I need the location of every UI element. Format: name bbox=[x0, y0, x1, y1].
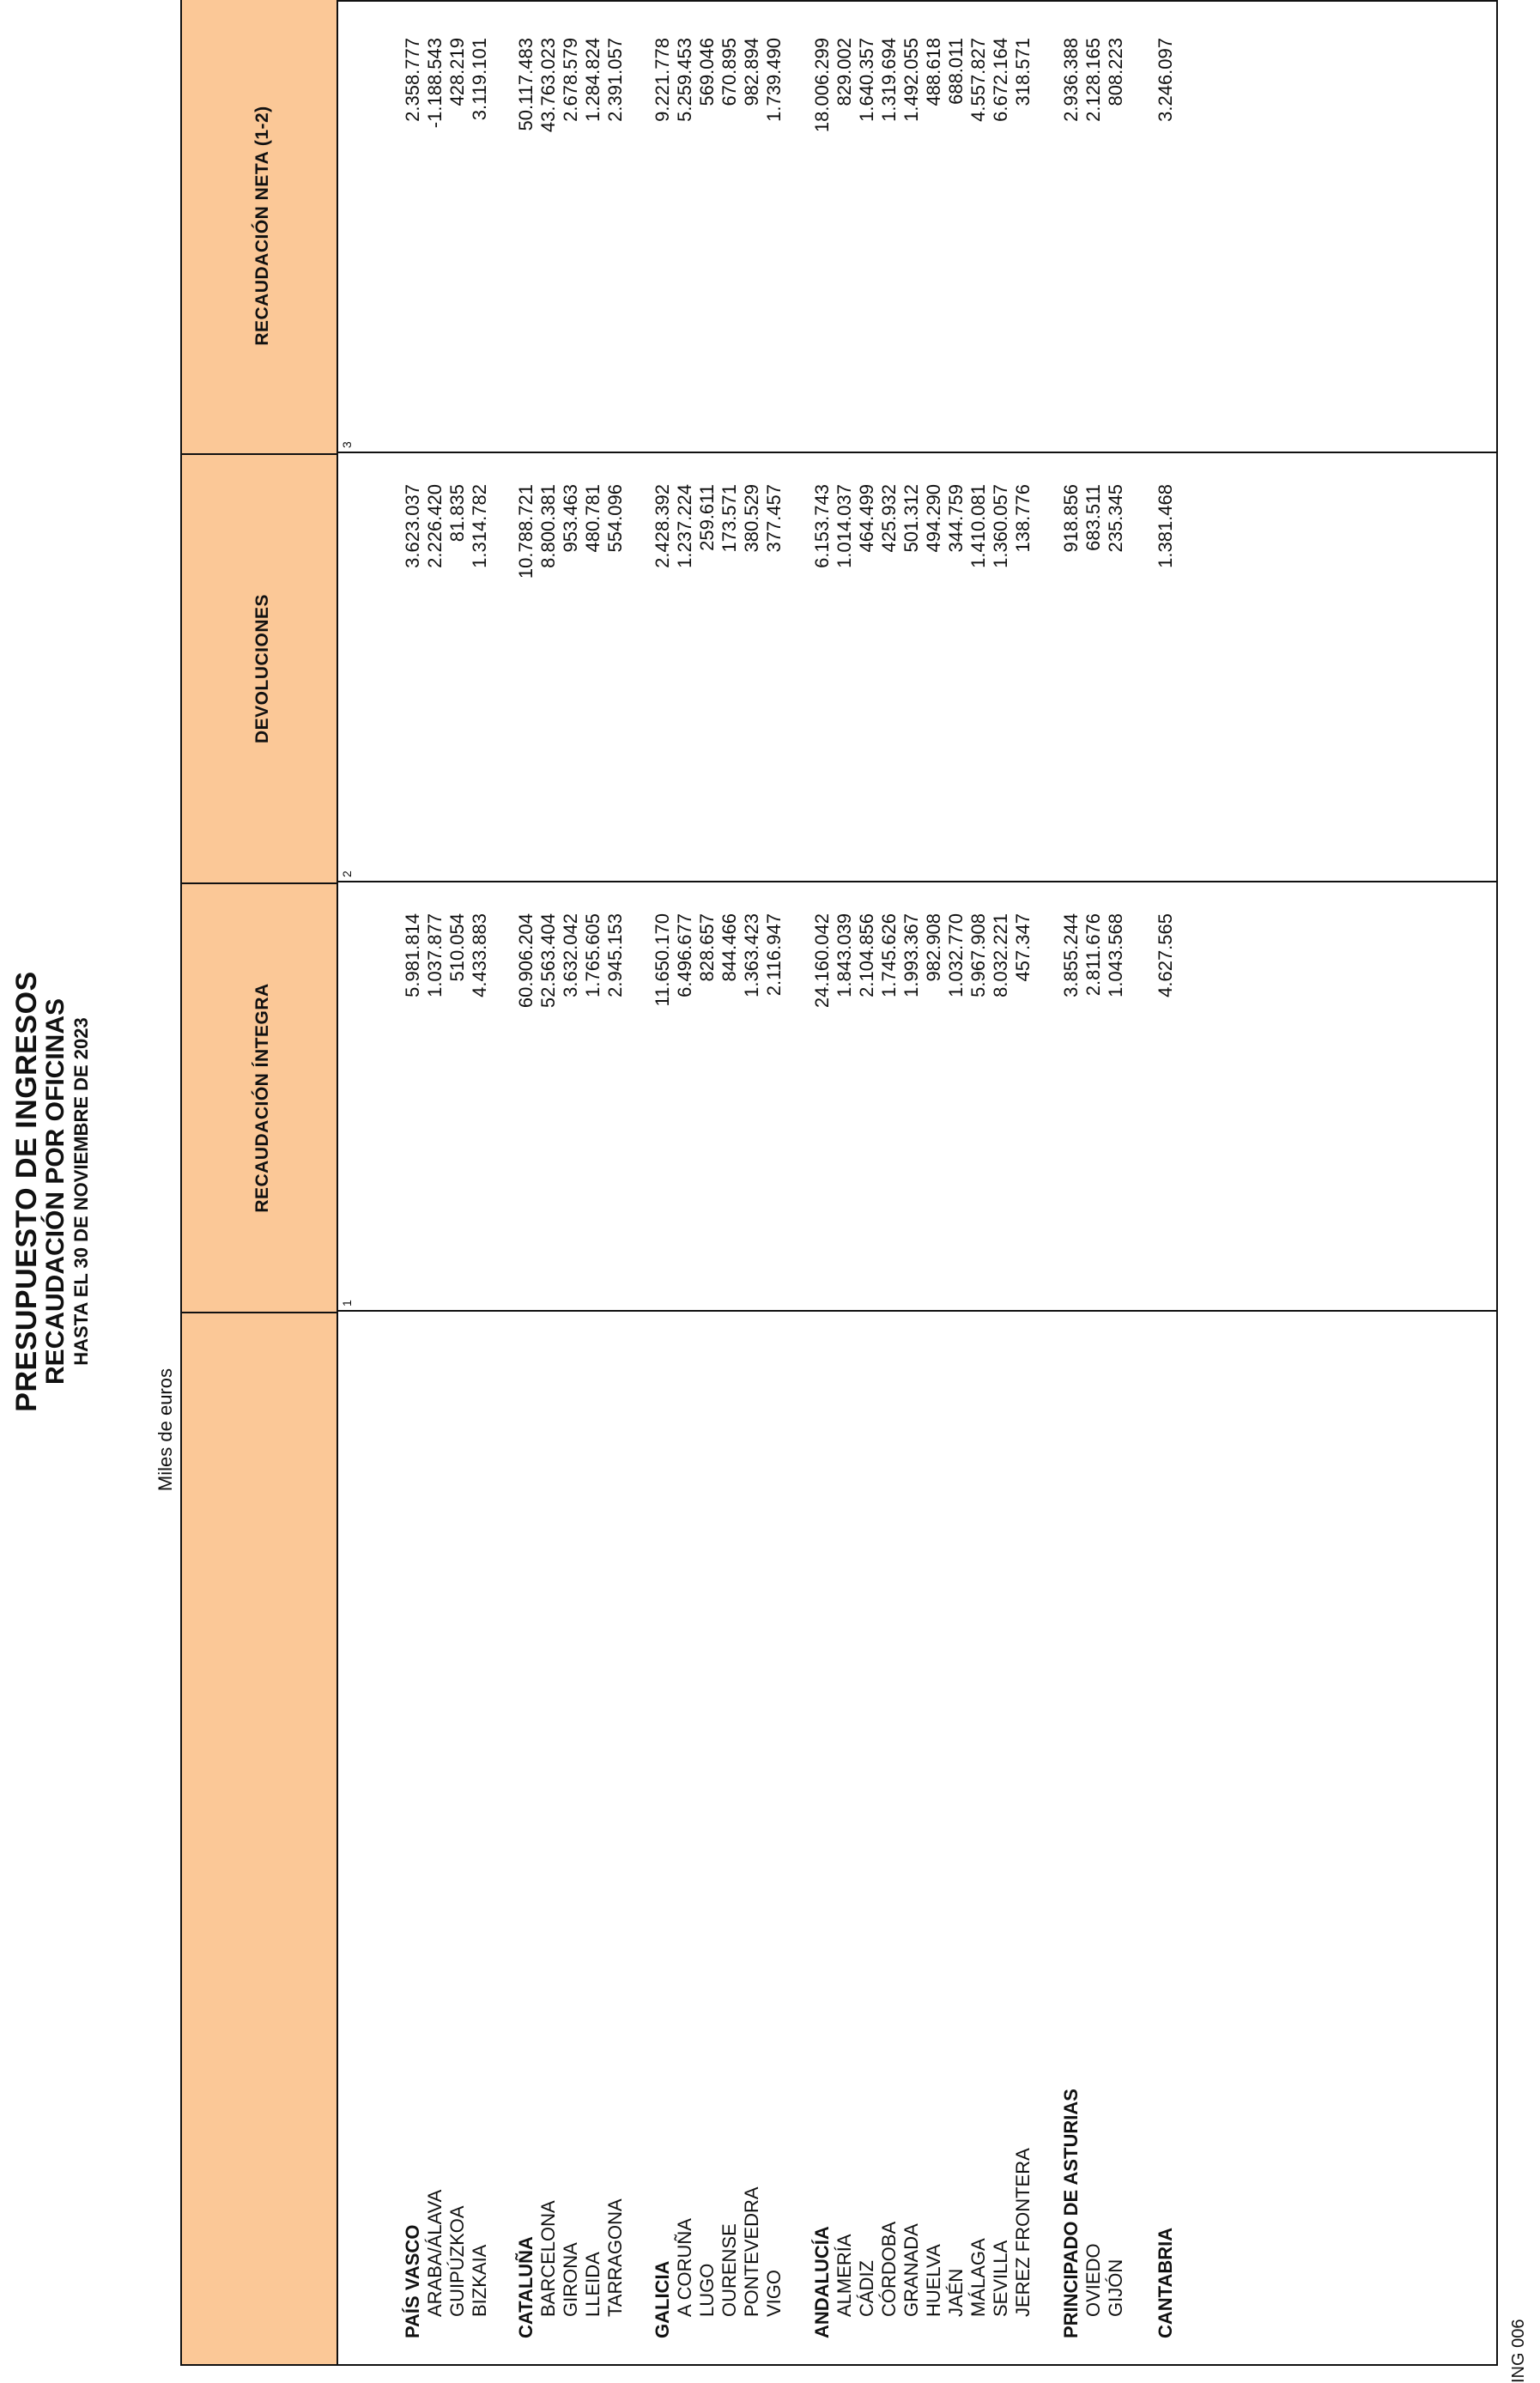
office-row bbox=[538, 2, 559, 2364]
recaudacion-neta-value: 808.223 bbox=[1105, 38, 1126, 106]
recaudacion-neta-value: 6.672.164 bbox=[990, 38, 1011, 122]
recaudacion-neta-value: 829.002 bbox=[834, 38, 855, 106]
office-name: CATALUÑA bbox=[515, 2236, 537, 2338]
office-row bbox=[470, 2, 490, 2364]
devoluciones-value: 8.800.381 bbox=[537, 484, 559, 568]
office-name: LLEIDA bbox=[582, 2252, 603, 2317]
devoluciones-value: 377.457 bbox=[763, 484, 785, 553]
recaudacion-neta-value: 688.011 bbox=[945, 38, 967, 105]
recaudacion-integra-value: 1.043.568 bbox=[1105, 913, 1126, 997]
recaudacion-integra-value: 1.993.367 bbox=[900, 913, 922, 997]
office-name: A CORUÑA bbox=[674, 2218, 695, 2317]
office-row bbox=[1083, 2, 1104, 2364]
office-name: SEVILLA bbox=[990, 2240, 1011, 2317]
devoluciones-value: 494.290 bbox=[923, 484, 944, 553]
recaudacion-integra-value: 1.363.423 bbox=[741, 913, 762, 997]
recaudacion-integra-value: 2.945.153 bbox=[604, 913, 626, 997]
header-recaudacion-neta bbox=[182, 0, 336, 453]
office-row bbox=[675, 2, 695, 2364]
devoluciones-value: 380.529 bbox=[741, 484, 762, 553]
recaudacion-integra-value: 1.037.877 bbox=[424, 913, 446, 997]
header-devoluciones bbox=[182, 453, 336, 882]
devoluciones-value: 2.428.392 bbox=[652, 484, 673, 568]
devoluciones-value: 6.153.743 bbox=[811, 484, 833, 568]
footer-code: ING 006 bbox=[1509, 2319, 1528, 2383]
devoluciones-value: 3.623.037 bbox=[402, 484, 423, 568]
recaudacion-integra-value: 52.563.404 bbox=[537, 913, 559, 1009]
report-subtitle: RECAUDACIÓN POR OFICINAS bbox=[41, 998, 70, 1386]
devoluciones-value: 918.856 bbox=[1060, 484, 1082, 553]
recaudacion-neta-value: 1.492.055 bbox=[900, 38, 922, 122]
office-name: GALICIA bbox=[652, 2260, 673, 2338]
office-row bbox=[719, 2, 740, 2364]
devoluciones-value: 235.345 bbox=[1105, 484, 1126, 553]
recaudacion-integra-value: 457.347 bbox=[1012, 913, 1034, 982]
recaudacion-neta-value: 9.221.778 bbox=[652, 38, 673, 122]
recaudacion-neta-value: 2.678.579 bbox=[560, 38, 581, 122]
office-row bbox=[968, 2, 989, 2364]
region-row bbox=[516, 2, 537, 2364]
recaudacion-neta-value: 3.119.101 bbox=[469, 38, 490, 121]
recaudacion-integra-value: 2.104.856 bbox=[856, 913, 877, 997]
recaudacion-integra-value: 2.811.676 bbox=[1082, 913, 1104, 997]
header-label: RECAUDACIÓN NETA (1-2) bbox=[252, 106, 272, 346]
office-name: CÁDIZ bbox=[856, 2260, 877, 2317]
devoluciones-value: 259.611 bbox=[696, 484, 718, 551]
region-row bbox=[652, 2, 673, 2364]
devoluciones-value: 1.237.224 bbox=[674, 484, 695, 568]
devoluciones-value: 1.381.468 bbox=[1155, 484, 1176, 568]
units-label: Miles de euros bbox=[155, 1368, 176, 1492]
recaudacion-neta-value: -1.188.543 bbox=[424, 38, 446, 129]
recaudacion-neta-value: 2.128.165 bbox=[1082, 38, 1104, 122]
office-row bbox=[857, 2, 877, 2364]
recaudacion-integra-value: 8.032.221 bbox=[990, 913, 1011, 997]
region-row bbox=[1061, 2, 1082, 2364]
office-name: PRINCIPADO DE ASTURIAS bbox=[1060, 2089, 1082, 2338]
devoluciones-value: 1.410.081 bbox=[967, 484, 989, 568]
recaudacion-integra-value: 2.116.947 bbox=[763, 913, 785, 997]
recaudacion-integra-value: 982.908 bbox=[923, 913, 944, 982]
recaudacion-integra-value: 5.981.814 bbox=[402, 913, 423, 997]
recaudacion-neta-value: 50.117.483 bbox=[515, 38, 537, 131]
recaudacion-neta-value: 2.358.777 bbox=[402, 38, 423, 122]
revenue-table bbox=[180, 0, 1498, 2366]
recaudacion-neta-value: 43.763.023 bbox=[537, 38, 559, 133]
recaudacion-integra-value: 844.466 bbox=[718, 913, 740, 982]
office-row bbox=[901, 2, 922, 2364]
devoluciones-value: 344.759 bbox=[945, 484, 967, 553]
recaudacion-neta-value: 18.006.299 bbox=[811, 38, 833, 133]
recaudacion-integra-value: 24.160.042 bbox=[811, 913, 833, 1009]
office-name: HUELVA bbox=[923, 2244, 944, 2317]
table-body bbox=[336, 2, 1496, 2364]
office-name: JEREZ FRONTERA bbox=[1012, 2148, 1034, 2317]
recaudacion-neta-value: 1.640.357 bbox=[856, 38, 877, 122]
devoluciones-value: 501.312 bbox=[900, 484, 922, 553]
devoluciones-value: 953.463 bbox=[560, 484, 581, 553]
region-row bbox=[403, 2, 423, 2364]
office-row bbox=[742, 2, 762, 2364]
office-row bbox=[764, 2, 785, 2364]
office-name: ARABA/ÁLAVA bbox=[424, 2189, 446, 2317]
devoluciones-value: 1.314.782 bbox=[469, 484, 490, 568]
office-name: LUGO bbox=[696, 2263, 718, 2317]
office-name: TARRAGONA bbox=[604, 2198, 626, 2317]
recaudacion-neta-value: 670.895 bbox=[718, 38, 740, 106]
recaudacion-neta-value: 2.391.057 bbox=[604, 38, 626, 122]
office-name: JAÉN bbox=[945, 2268, 967, 2317]
recaudacion-integra-value: 1.745.626 bbox=[878, 913, 900, 997]
recaudacion-integra-value: 1.843.039 bbox=[834, 913, 855, 997]
devoluciones-value: 683.511 bbox=[1082, 484, 1104, 551]
office-row bbox=[447, 2, 468, 2364]
recaudacion-integra-value: 4.627.565 bbox=[1155, 913, 1176, 997]
devoluciones-value: 138.776 bbox=[1012, 484, 1034, 553]
recaudacion-integra-value: 510.054 bbox=[446, 913, 468, 982]
recaudacion-integra-value: 6.496.677 bbox=[674, 913, 695, 997]
devoluciones-value: 1.360.057 bbox=[990, 484, 1011, 568]
office-row bbox=[561, 2, 581, 2364]
recaudacion-integra-value: 60.906.204 bbox=[515, 913, 537, 1009]
office-row bbox=[583, 2, 603, 2364]
recaudacion-integra-value: 3.632.042 bbox=[560, 913, 581, 997]
recaudacion-neta-value: 488.618 bbox=[923, 38, 944, 106]
recaudacion-neta-value: 1.739.490 bbox=[763, 38, 785, 122]
recaudacion-integra-value: 1.765.605 bbox=[582, 913, 603, 997]
office-name: GIRONA bbox=[560, 2242, 581, 2317]
devoluciones-value: 554.096 bbox=[604, 484, 626, 553]
office-name: OVIEDO bbox=[1082, 2243, 1104, 2317]
office-name: BARCELONA bbox=[537, 2200, 559, 2317]
column-number: 2 bbox=[340, 870, 354, 877]
recaudacion-integra-value: 5.967.908 bbox=[967, 913, 989, 997]
devoluciones-value: 2.226.420 bbox=[424, 484, 446, 568]
office-row bbox=[1013, 2, 1034, 2364]
header-office-column bbox=[182, 1312, 336, 2364]
devoluciones-value: 425.932 bbox=[878, 484, 900, 553]
recaudacion-integra-value: 4.433.883 bbox=[469, 913, 490, 997]
office-name: CÓRDOBA bbox=[878, 2221, 900, 2317]
recaudacion-neta-value: 1.319.694 bbox=[878, 38, 900, 122]
recaudacion-neta-value: 2.936.388 bbox=[1060, 38, 1082, 122]
devoluciones-value: 480.781 bbox=[582, 484, 603, 553]
column-number: 3 bbox=[340, 441, 354, 448]
office-name: PONTEVEDRA bbox=[741, 2186, 762, 2317]
header-label: RECAUDACIÓN ÍNTEGRA bbox=[252, 983, 272, 1213]
recaudacion-integra-value: 1.032.770 bbox=[945, 913, 967, 997]
recaudacion-neta-value: 569.046 bbox=[696, 38, 718, 106]
recaudacion-neta-value: 982.894 bbox=[741, 38, 762, 106]
report-title: PRESUPUESTO DE INGRESOS bbox=[10, 971, 43, 1412]
recaudacion-neta-value: 428.219 bbox=[446, 38, 468, 106]
office-name: CANTABRIA bbox=[1155, 2227, 1176, 2338]
recaudacion-integra-value: 3.855.244 bbox=[1060, 913, 1082, 997]
devoluciones-value: 1.014.037 bbox=[834, 484, 855, 568]
devoluciones-value: 173.571 bbox=[718, 484, 740, 553]
recaudacion-neta-value: 4.557.827 bbox=[967, 38, 989, 122]
office-name: ANDALUCÍA bbox=[811, 2226, 833, 2338]
office-name: ALMERÍA bbox=[834, 2234, 855, 2317]
recaudacion-neta-value: 3.246.097 bbox=[1155, 38, 1176, 122]
office-row bbox=[946, 2, 967, 2364]
region-row bbox=[812, 2, 833, 2364]
office-row bbox=[834, 2, 855, 2364]
office-name: BIZKAIA bbox=[469, 2244, 490, 2317]
office-row bbox=[605, 2, 626, 2364]
office-name: GUIPÚZKOA bbox=[446, 2205, 468, 2317]
devoluciones-value: 464.499 bbox=[856, 484, 877, 553]
office-row bbox=[425, 2, 446, 2364]
header-recaudacion-integra bbox=[182, 882, 336, 1312]
devoluciones-value: 10.788.721 bbox=[515, 484, 537, 579]
office-row bbox=[991, 2, 1011, 2364]
office-name: GRANADA bbox=[900, 2223, 922, 2317]
column-number: 1 bbox=[340, 1300, 354, 1307]
region-row bbox=[1155, 2, 1176, 2364]
recaudacion-neta-value: 1.284.824 bbox=[582, 38, 603, 122]
office-name: MÁLAGA bbox=[967, 2238, 989, 2317]
office-name: PAÍS VASCO bbox=[402, 2224, 423, 2338]
recaudacion-neta-value: 5.259.453 bbox=[674, 38, 695, 122]
devoluciones-value: 81.835 bbox=[446, 484, 468, 543]
office-row bbox=[697, 2, 718, 2364]
office-row bbox=[879, 2, 900, 2364]
office-row bbox=[1106, 2, 1126, 2364]
office-row bbox=[924, 2, 944, 2364]
office-name: GIJÓN bbox=[1105, 2259, 1126, 2317]
office-name: OURENSE bbox=[718, 2223, 740, 2317]
recaudacion-integra-value: 828.657 bbox=[696, 913, 718, 982]
header-label: DEVOLUCIONES bbox=[252, 593, 272, 744]
recaudacion-integra-value: 11.650.170 bbox=[652, 913, 673, 1007]
report-date: HASTA EL 30 DE NOVIEMBRE DE 2023 bbox=[70, 1017, 92, 1366]
recaudacion-neta-value: 318.571 bbox=[1012, 38, 1034, 106]
office-name: VIGO bbox=[763, 2269, 785, 2317]
